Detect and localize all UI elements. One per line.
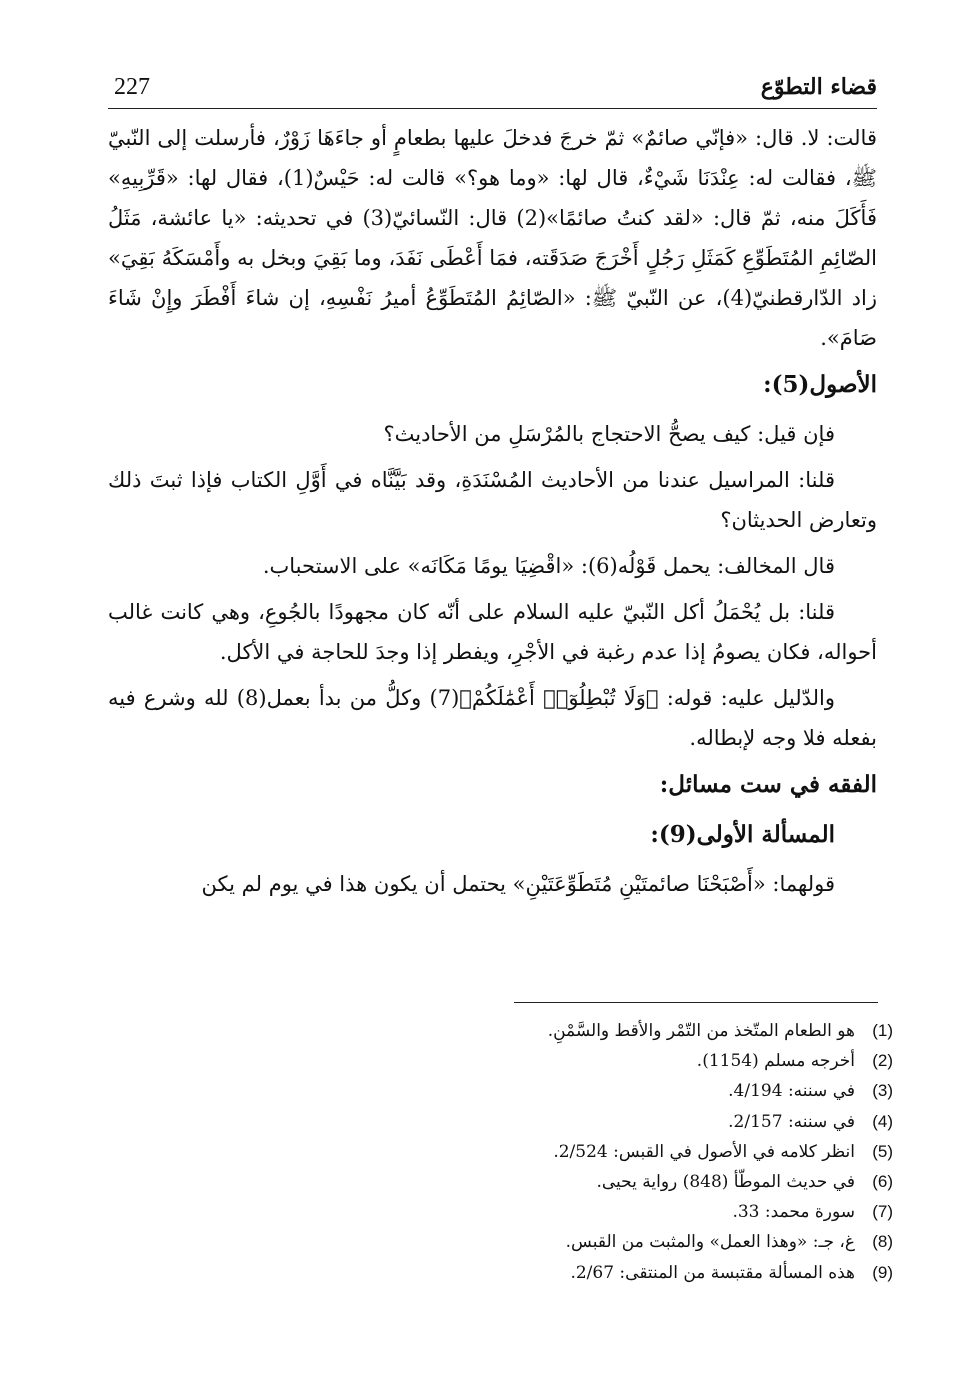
- footnote-separator: [514, 1002, 878, 1003]
- footnote-text: غ، جـ: «وهذا العمل» والمثبت من القبس.: [565, 1232, 855, 1253]
- paragraph: فإن قيل: كيف يصحُّ الاحتجاج بالمُرْسَلِ من الأحاديث؟: [383, 422, 835, 446]
- footnote-number: (4): [872, 1111, 893, 1131]
- footnote-text: في سننه: 4/194.: [728, 1081, 855, 1102]
- footnote-number: (5): [872, 1141, 893, 1161]
- footnote-number: (2): [872, 1051, 893, 1071]
- page-number: 227: [114, 74, 150, 100]
- footnote: [108, 1227, 893, 1257]
- footnote-text: سورة محمد: 33.: [732, 1202, 855, 1223]
- footnote-text: أخرجه مسلم (1154).: [696, 1051, 855, 1072]
- section-heading: المسألة الأولى(9):: [650, 821, 835, 848]
- footnote: [108, 1076, 893, 1106]
- footnote-number: (1): [872, 1021, 893, 1040]
- paragraph: قالت: لا. قال: «فإنّي صائمٌ» ثمّ خرجَ فدخلَ عليها بطعامٍ أو جاءَهَا زَوْرٌ، فأرسلت إلى النّبيّ ﷺ، فقالت له: عِنْدَنَا شَيْءٌ، قال لها: «وما هو؟» قالت له: حَيْسٌ(1)، فقال لها: «قَرِّبِيهِ» فَأَكَلَ منه، ثمّ قال: «لقد كنتُ صائمًا»(2) قال: النّسائيّ(3) في تحديثه: «يا عائشة، مَثَلُ الصّائِمِ المُتَطَوِّعِ كَمَثَلِ رَجُلٍ أَخْرَجَ صَدَقَته، فمَا أَعْطَى نَفَدَ، وما بَقِيَ وبخل به وأَمْسَكَهُ بَقِيَ» زاد الدّارقطنيّ(4)، عن النّبيّ ﷺ: «الصّائِمُ المُتَطَوِّعُ أميرُ نَفْسِهِ، إن شاءَ أَفْطَرَ وإِنْ شَاءَ صَامَ».: [108, 126, 877, 350]
- footnote-text: في سننه: 2/157.: [728, 1111, 855, 1132]
- section-heading: الأصول(5):: [763, 371, 877, 398]
- footnote-number: (9): [872, 1262, 893, 1282]
- paragraph: قال المخالف: يحمل قَوْلُه(6): «اقْضِيَا يومًا مَكَانَه» على الاستحباب.: [262, 554, 835, 578]
- footnote-text: هو الطعام المتّخذ من التّمْر والأقط والسَّمْنِ.: [547, 1021, 855, 1041]
- main-text: [108, 118, 877, 910]
- footnote-text: هذه المسألة مقتبسة من المنتقى: 2/67.: [570, 1262, 855, 1283]
- footnote-text: في حديث الموطّأ (848) رواية يحيى.: [596, 1172, 855, 1193]
- paragraph: قلنا: المراسيل عندنا من الأحاديث المُسْنَدَةِ، وقد بَيَّنَّاه في أَوَّلِ الكتاب فإذا ثبتَ ذلك وتعارض الحديثان؟: [108, 468, 877, 532]
- footnote-text: انظر كلامه في الأصول في القبس: 2/524.: [553, 1141, 855, 1162]
- footnote: [108, 1016, 893, 1046]
- footnote: [108, 1107, 893, 1137]
- footnote: [108, 1137, 893, 1167]
- footnote-number: (8): [872, 1232, 893, 1252]
- footnote: [108, 1046, 893, 1076]
- footnote-number: (3): [872, 1081, 893, 1101]
- running-title: قضاء التطوّع: [760, 74, 877, 100]
- section-heading: الفقه في ست مسائل:: [659, 771, 877, 798]
- page-header: [108, 72, 877, 109]
- paragraph: قولهما: «أَصْبَحْنَا صائمتَيْنِ مُتَطَوِّعَتَيْنِ» يحتمل أن يكون هذا في يوم لم يكن: [201, 872, 835, 896]
- footnote-number: (6): [872, 1172, 893, 1192]
- footnotes: [108, 1016, 893, 1288]
- footnote-number: (7): [872, 1202, 893, 1222]
- footnote: [108, 1197, 893, 1227]
- paragraph: قلنا: بل يُحْمَلُ أكل النّبيّ عليه السلام على أنّه كان مجهودًا بالجُوعِ، وهي كانت غالب أحواله، فكان يصومُ إذا عدم رغبة في الأجْرِ، ويفطر إذا وجدَ للحاجة في الأكل.: [108, 600, 877, 664]
- footnote: [108, 1258, 893, 1288]
- paragraph: والدّليل عليه: قوله: ﴿وَلَا تُبْطِلُوٓا۟ أَعْمَٰلَكُمْ﴾(7) وكلُّ من بدأ بعمل(8) لله وشرع فيه بفعله فلا وجه لإبطاله.: [108, 686, 877, 750]
- footnote: [108, 1167, 893, 1197]
